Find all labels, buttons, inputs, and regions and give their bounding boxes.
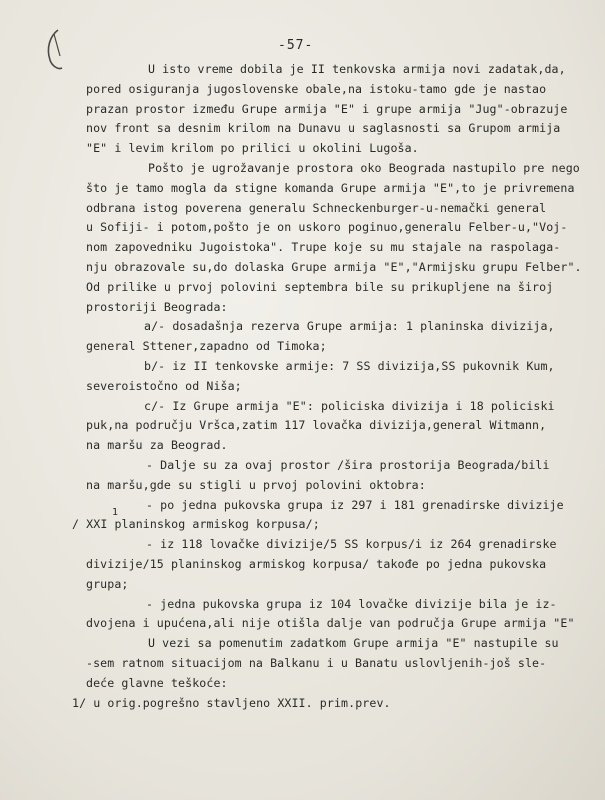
page-number: -57- [278, 38, 314, 53]
text-line: pored osiguranja jugoslovenske obale,na istoku-tamo gde je nastao [86, 81, 547, 96]
text-line: - iz 118 lovačke divizije/5 SS korpus/i iz 264 grenadirske [146, 537, 557, 552]
text-line: dvojena i upućena,ali nije otišla dalje van područja Grupe armija "E" [86, 616, 575, 631]
handwritten-mark-icon [40, 26, 68, 74]
text-line: "E" i levim krilom po prilici u okolini Lugoša. [86, 141, 419, 156]
text-line: grupa; [86, 576, 129, 591]
text-line: - jedna pukovska grupa iz 104 lovačke divizije bila je iz- [146, 596, 557, 611]
text-line: / XXI planinskog armiskog korpusa/; [72, 517, 320, 532]
text-line: što je tamo mogla da stigne komanda Grupe armija "E",to je privremena [86, 180, 575, 195]
text-line: Pošto je ugrožavanje prostora oko Beograda nastupilo pre nego [148, 160, 580, 175]
text-line: na maršu za Beograd. [86, 438, 228, 453]
text-line: na maršu,gde su stigli u prvoj polovini oktobra: [86, 477, 426, 492]
text-line: severoistočno od Niša; [86, 378, 242, 393]
text-line: U vezi sa pomenutim zadatkom Grupe armija "E" nastupile su [148, 636, 559, 651]
text-line: u Sofiji- i potom,pošto je on uskoro poginuo,generalu Felber-u,"Voj- [86, 220, 568, 235]
text-line: divizije/15 planinskog armiskog korpusa/ takođe po jedna pukovska [86, 556, 547, 571]
text-line: -sem ratnom situacijom na Balkanu i u Banatu uslovljenih-još sle- [86, 655, 547, 670]
text-line: - Dalje su za ovaj prostor /šira prostorija Beograda/bili [146, 457, 550, 472]
text-line: puk,na području Vršca,zatim 117 lovačka divizija,general Witmann, [86, 418, 547, 433]
text-line: general Sttener,zapadno od Timoka; [86, 339, 327, 354]
text-line: a/- dosadašnja rezerva Grupe armija: 1 planinska divizija, [144, 319, 555, 334]
text-line: nov front sa desnim krilom na Dunavu u saglasnosti sa Grupom armija [86, 121, 561, 136]
text-line: U isto vreme dobila je II tenkovska armija novi zadatak,da, [148, 62, 566, 76]
text-line: Od prilike u prvoj polovini septembra bile su prikupljene na široj [86, 279, 554, 294]
footnote-marker: 1 [112, 507, 119, 519]
text-line: nom zapovedniku Jugoistoka". Trupe koje su mu stajale na raspolaga- [86, 240, 561, 255]
text-line: nju obrazovale su,do dolaska Grupe armija "E","Armijsku grupu Felber". [86, 259, 582, 274]
text-line: prostoriji Beograda: [86, 299, 228, 314]
text-line: prazan prostor između Grupe armija "E" i grupe armija "Jug"-obrazuje [86, 101, 568, 116]
document-body [72, 60, 598, 713]
text-line: deće glavne teškoće: [86, 675, 228, 690]
text-line: odbrana istog poverena generalu Schneckenburger-u-nemački general [86, 200, 547, 215]
text-line: - po jedna pukovska grupa iz 297 i 181 grenadirske divizije [146, 497, 564, 512]
text-line: c/- Iz Grupe armija "E": policiska divizija i 18 policiski [144, 398, 555, 413]
text-line: 1/ u orig.pogrešno stavljeno XXII. prim.prev. [72, 695, 391, 710]
text-line: b/- iz II tenkovske armije: 7 SS divizija,SS pukovnik Kum, [144, 358, 555, 373]
